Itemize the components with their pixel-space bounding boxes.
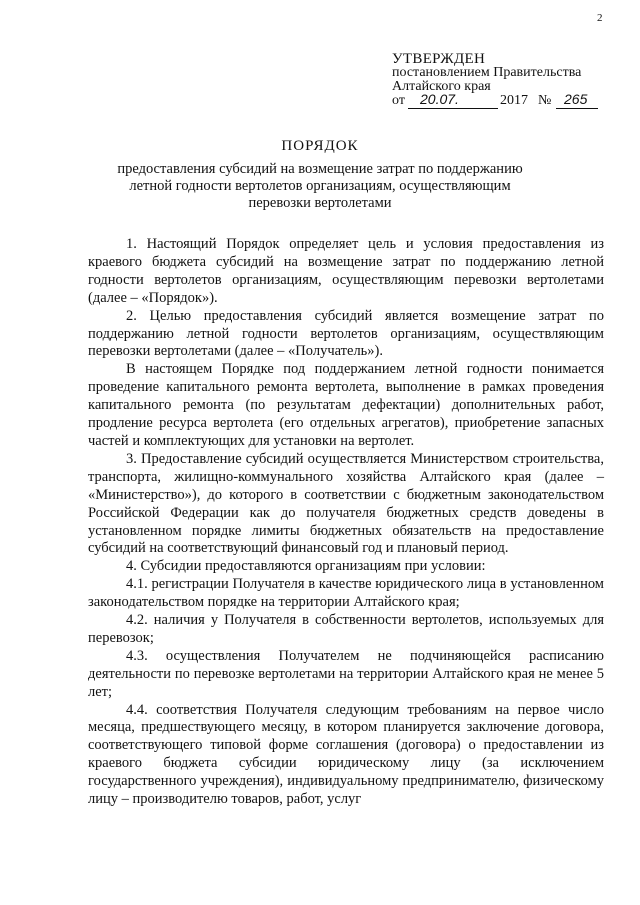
document-subtitle-line: предоставления субсидий на возмещение затрат по поддержанию	[117, 161, 523, 177]
paragraph-4-2: 4.2. наличия у Получателя в собственности вертолетов, используемых для перевозок;	[88, 612, 604, 646]
approval-year: 2017	[500, 93, 528, 108]
paragraph-4-3: 4.3. осуществления Получателем не подчиняющейся расписанию деятельности по перевозке вертолетами на территории Алтайского края не менее 5 лет;	[88, 647, 604, 700]
approval-line-1: постановлением Правительства	[392, 65, 582, 80]
number-label: №	[538, 93, 552, 108]
paragraph-4-1: 4.1. регистрации Получателя в качестве юридического лица в установленном законодательством порядке на территории Алтайского края;	[88, 576, 604, 611]
page-number: 2	[597, 12, 603, 24]
handwritten-number: 265	[564, 91, 588, 107]
approval-line-2: Алтайского края	[392, 79, 491, 94]
paragraph-2: 2. Целью предоставления субсидий является возмещение затрат по поддержанию летной годности вертолетов организациям, осуществляющим перевозки вертолетами (далее – «Получатель»).	[88, 307, 604, 360]
document-subtitle-line: летной годности вертолетов организациям, осуществляющим	[129, 178, 511, 194]
from-label: от	[392, 93, 405, 108]
document-title: ПОРЯДОК	[281, 138, 359, 154]
paragraph-1: 1. Настоящий Порядок определяет цель и условия предоставления из краевого бюджета субсидий на возмещение затрат по поддержанию летной годности вертолетов организациям, осуществляющим перевозки вертолетами (далее – «Порядок»).	[88, 236, 604, 306]
approval-title: УТВЕРЖДЕН	[392, 51, 486, 67]
approval-stamp	[392, 52, 632, 110]
document-body	[88, 236, 604, 809]
paragraph-2-definition: В настоящем Порядке под поддержанием летной годности понимается проведение капитального ремонта вертолета, выполнение в рамках проведения капитального ремонта (по результатам дефектации) дополнительных работ, продление ресурса вертолета (его отдельных агрегатов), приобретение запасных частей и комплектующих для установки на вертолет.	[88, 361, 604, 449]
approval-date-line	[392, 91, 632, 110]
paragraph-4: 4. Субсидии предоставляются организациям при условии:	[126, 558, 486, 575]
paragraph-4-4: 4.4. соответствия Получателя следующим требованиям на первое число месяца, предшествующего месяцу, в котором планируется заключение договора, соответствующего типовой форме соглашения (договора) о предоставлении из краевого бюджета субсидии юридическому лицу (за исключением государственного учреждения), индивидуальному предпринимателю, физическому лицу – производителю товаров, работ, услуг	[88, 701, 604, 808]
document-heading	[100, 138, 540, 212]
paragraph-3: 3. Предоставление субсидий осуществляется Министерством строительства, транспорта, жилищно-коммунального хозяйства Алтайского края (далее – «Министерство»), до которого в соответствии с бюджетным законодательством Российской Федерации как до получателя бюджетных средств доведены в установленном порядке лимиты бюджетных обязательств на предоставление субсидий на соответствующий финансовый год и плановый период.	[88, 450, 604, 557]
handwritten-date: 20.07.	[420, 91, 459, 107]
document-subtitle-line: перевозки вертолетами	[248, 195, 392, 211]
